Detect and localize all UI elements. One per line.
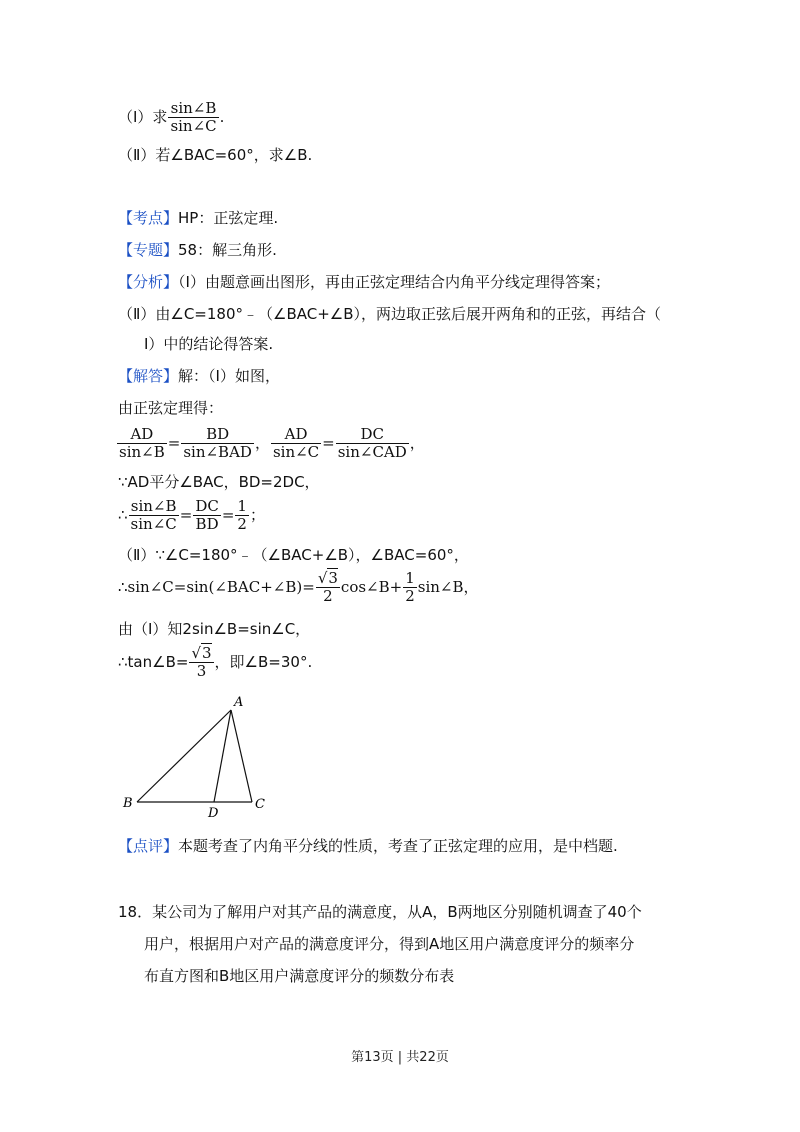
bisector-line: ∵AD平分∠BAC，BD=2DC，	[118, 473, 320, 491]
fraction-AD-sinB	[117, 426, 167, 461]
triangle-figure	[115, 690, 285, 820]
frac-denominator: 2	[323, 587, 333, 605]
therefore-sign: ∴	[118, 506, 128, 524]
kaodian-text: HP：正弦定理.	[178, 209, 279, 227]
part1-suffix: .	[219, 108, 225, 126]
frac-denominator: sin∠B	[119, 443, 165, 461]
kaodian-line	[118, 208, 278, 228]
page-footer: 第13页 | 共22页	[351, 1050, 449, 1065]
part1-prefix: （Ⅰ）求	[118, 108, 168, 126]
frac-numerator: DC	[195, 497, 219, 515]
separator: ，	[254, 434, 270, 452]
frac-denominator: 2	[405, 587, 415, 605]
radicand: 3	[328, 569, 338, 587]
zhuanti-text: 58：解三角形.	[178, 241, 277, 259]
expansion-mid: cos∠B+	[340, 578, 403, 596]
dianping-tag: 【点评】	[118, 837, 179, 855]
frac-denominator: BD	[195, 515, 219, 533]
jieda-line	[118, 366, 280, 386]
end-punct: ；	[249, 506, 265, 524]
fraction-BD-sinBAD	[181, 426, 254, 461]
fraction-1-2	[235, 498, 249, 533]
fenxi-line1	[118, 272, 610, 292]
sqrt-symbol: √3	[191, 644, 212, 662]
side-ac	[231, 710, 252, 802]
fraction-DC-BD	[193, 498, 221, 533]
fenxi-tag: 【分析】	[118, 273, 179, 291]
dianping-line	[118, 836, 618, 856]
part2-line: （Ⅱ）∵∠C=180°﹣（∠BAC+∠B），∠BAC=60°，	[118, 546, 469, 564]
q18-line3: 布直方图和B地区用户满意度评分的频数分布表	[144, 967, 455, 985]
part2-question: （Ⅱ）若∠BAC=60°，求∠B.	[118, 146, 313, 164]
fenxi-line3: Ⅰ）中的结论得答案.	[144, 335, 274, 353]
fenxi-text1: （Ⅰ）由题意画出图形，再由正弦定理结合内角平分线定理得答案；	[178, 273, 610, 291]
frac-numerator: sin∠B	[129, 498, 179, 516]
frac-numerator	[189, 645, 213, 663]
tan-tail: ，即∠B=30°.	[214, 653, 313, 671]
kaodian-tag: 【考点】	[118, 209, 179, 227]
equation-tanB	[118, 645, 312, 680]
tan-lead: ∴tan∠B=	[118, 653, 189, 671]
jieda-tag: 【解答】	[118, 367, 179, 385]
q18-line2: 用户，根据用户对产品的满意度评分，得到A地区用户满意度评分的频率分	[144, 935, 635, 953]
frac-denominator: sin∠C	[272, 443, 320, 461]
equation-sinC-expansion	[118, 570, 479, 605]
label-c: C	[255, 797, 265, 812]
frac-numerator: 1	[237, 497, 247, 515]
frac-denominator: sin∠C	[130, 515, 177, 533]
frac-numerator	[316, 570, 340, 588]
zhuanti-tag: 【专题】	[118, 241, 179, 259]
fraction-1-2	[403, 570, 417, 605]
dianping-text: 本题考查了内角平分线的性质，考查了正弦定理的应用，是中档题.	[178, 837, 618, 855]
fenxi-line2: （Ⅱ）由∠C=180°﹣（∠BAC+∠B），两边取正弦后展开两角和的正弦，再结合（	[118, 305, 662, 323]
sqrt-symbol: √3	[317, 569, 338, 587]
sine-rule-intro: 由正弦定理得：	[118, 399, 224, 417]
from-part1-line: 由（Ⅰ）知2sin∠B=sin∠C，	[118, 620, 311, 638]
equation-ratio: ∴ $\frac{\sin\angle B}{\sin\angle C}$ = $\frac{DC}{BD}$ = $\frac{1}{2}$ ；	[118, 497, 265, 533]
frac-numerator: BD	[181, 426, 254, 444]
frac-denominator: sin∠C	[170, 117, 217, 135]
fraction-DC-sinCAD	[336, 426, 409, 461]
radicand: 3	[202, 644, 212, 662]
frac-denominator: 3	[196, 662, 207, 680]
label-b: B	[123, 796, 133, 811]
fraction-AD-sinC	[271, 426, 321, 461]
frac-denominator: sin∠CAD	[337, 443, 407, 461]
fraction-sinB-sinC	[129, 498, 179, 533]
frac-numerator: DC	[336, 426, 409, 444]
q18-line1: 18．某公司为了解用户对其产品的满意度，从A，B两地区分别随机调查了40个	[118, 903, 642, 921]
frac-numerator: sin∠B	[168, 100, 218, 118]
end-punct: ，	[409, 434, 425, 452]
expansion-tail: sin∠B，	[417, 578, 479, 596]
frac-numerator: AD	[117, 426, 167, 444]
fraction-sinB-sinC	[168, 100, 218, 135]
label-a: A	[234, 695, 244, 710]
frac-denominator: 2	[237, 515, 247, 533]
zhuanti-line	[118, 240, 277, 260]
frac-numerator: 1	[405, 569, 415, 587]
fraction-sqrt3-3	[189, 645, 213, 680]
fraction-sqrt3-2	[316, 570, 340, 605]
equation-sine-rule: $\frac{AD}{\sin\angle B}$ = $\frac{BD}{\text{sin∠BAD}}$ ， $\frac{AD}{\sin\angle C}$ = $\frac{DC}{\text{sin∠CAD}}$ ，	[119, 425, 425, 461]
expansion-lead: ∴sin∠C=sin(∠BAC+∠B)=	[118, 578, 315, 596]
jieda-text: 解：（Ⅰ）如图，	[178, 367, 280, 385]
frac-denominator: sin∠BAD	[183, 443, 252, 461]
frac-numerator: AD	[271, 426, 321, 444]
label-d: D	[208, 806, 219, 820]
part1-question	[118, 100, 224, 135]
